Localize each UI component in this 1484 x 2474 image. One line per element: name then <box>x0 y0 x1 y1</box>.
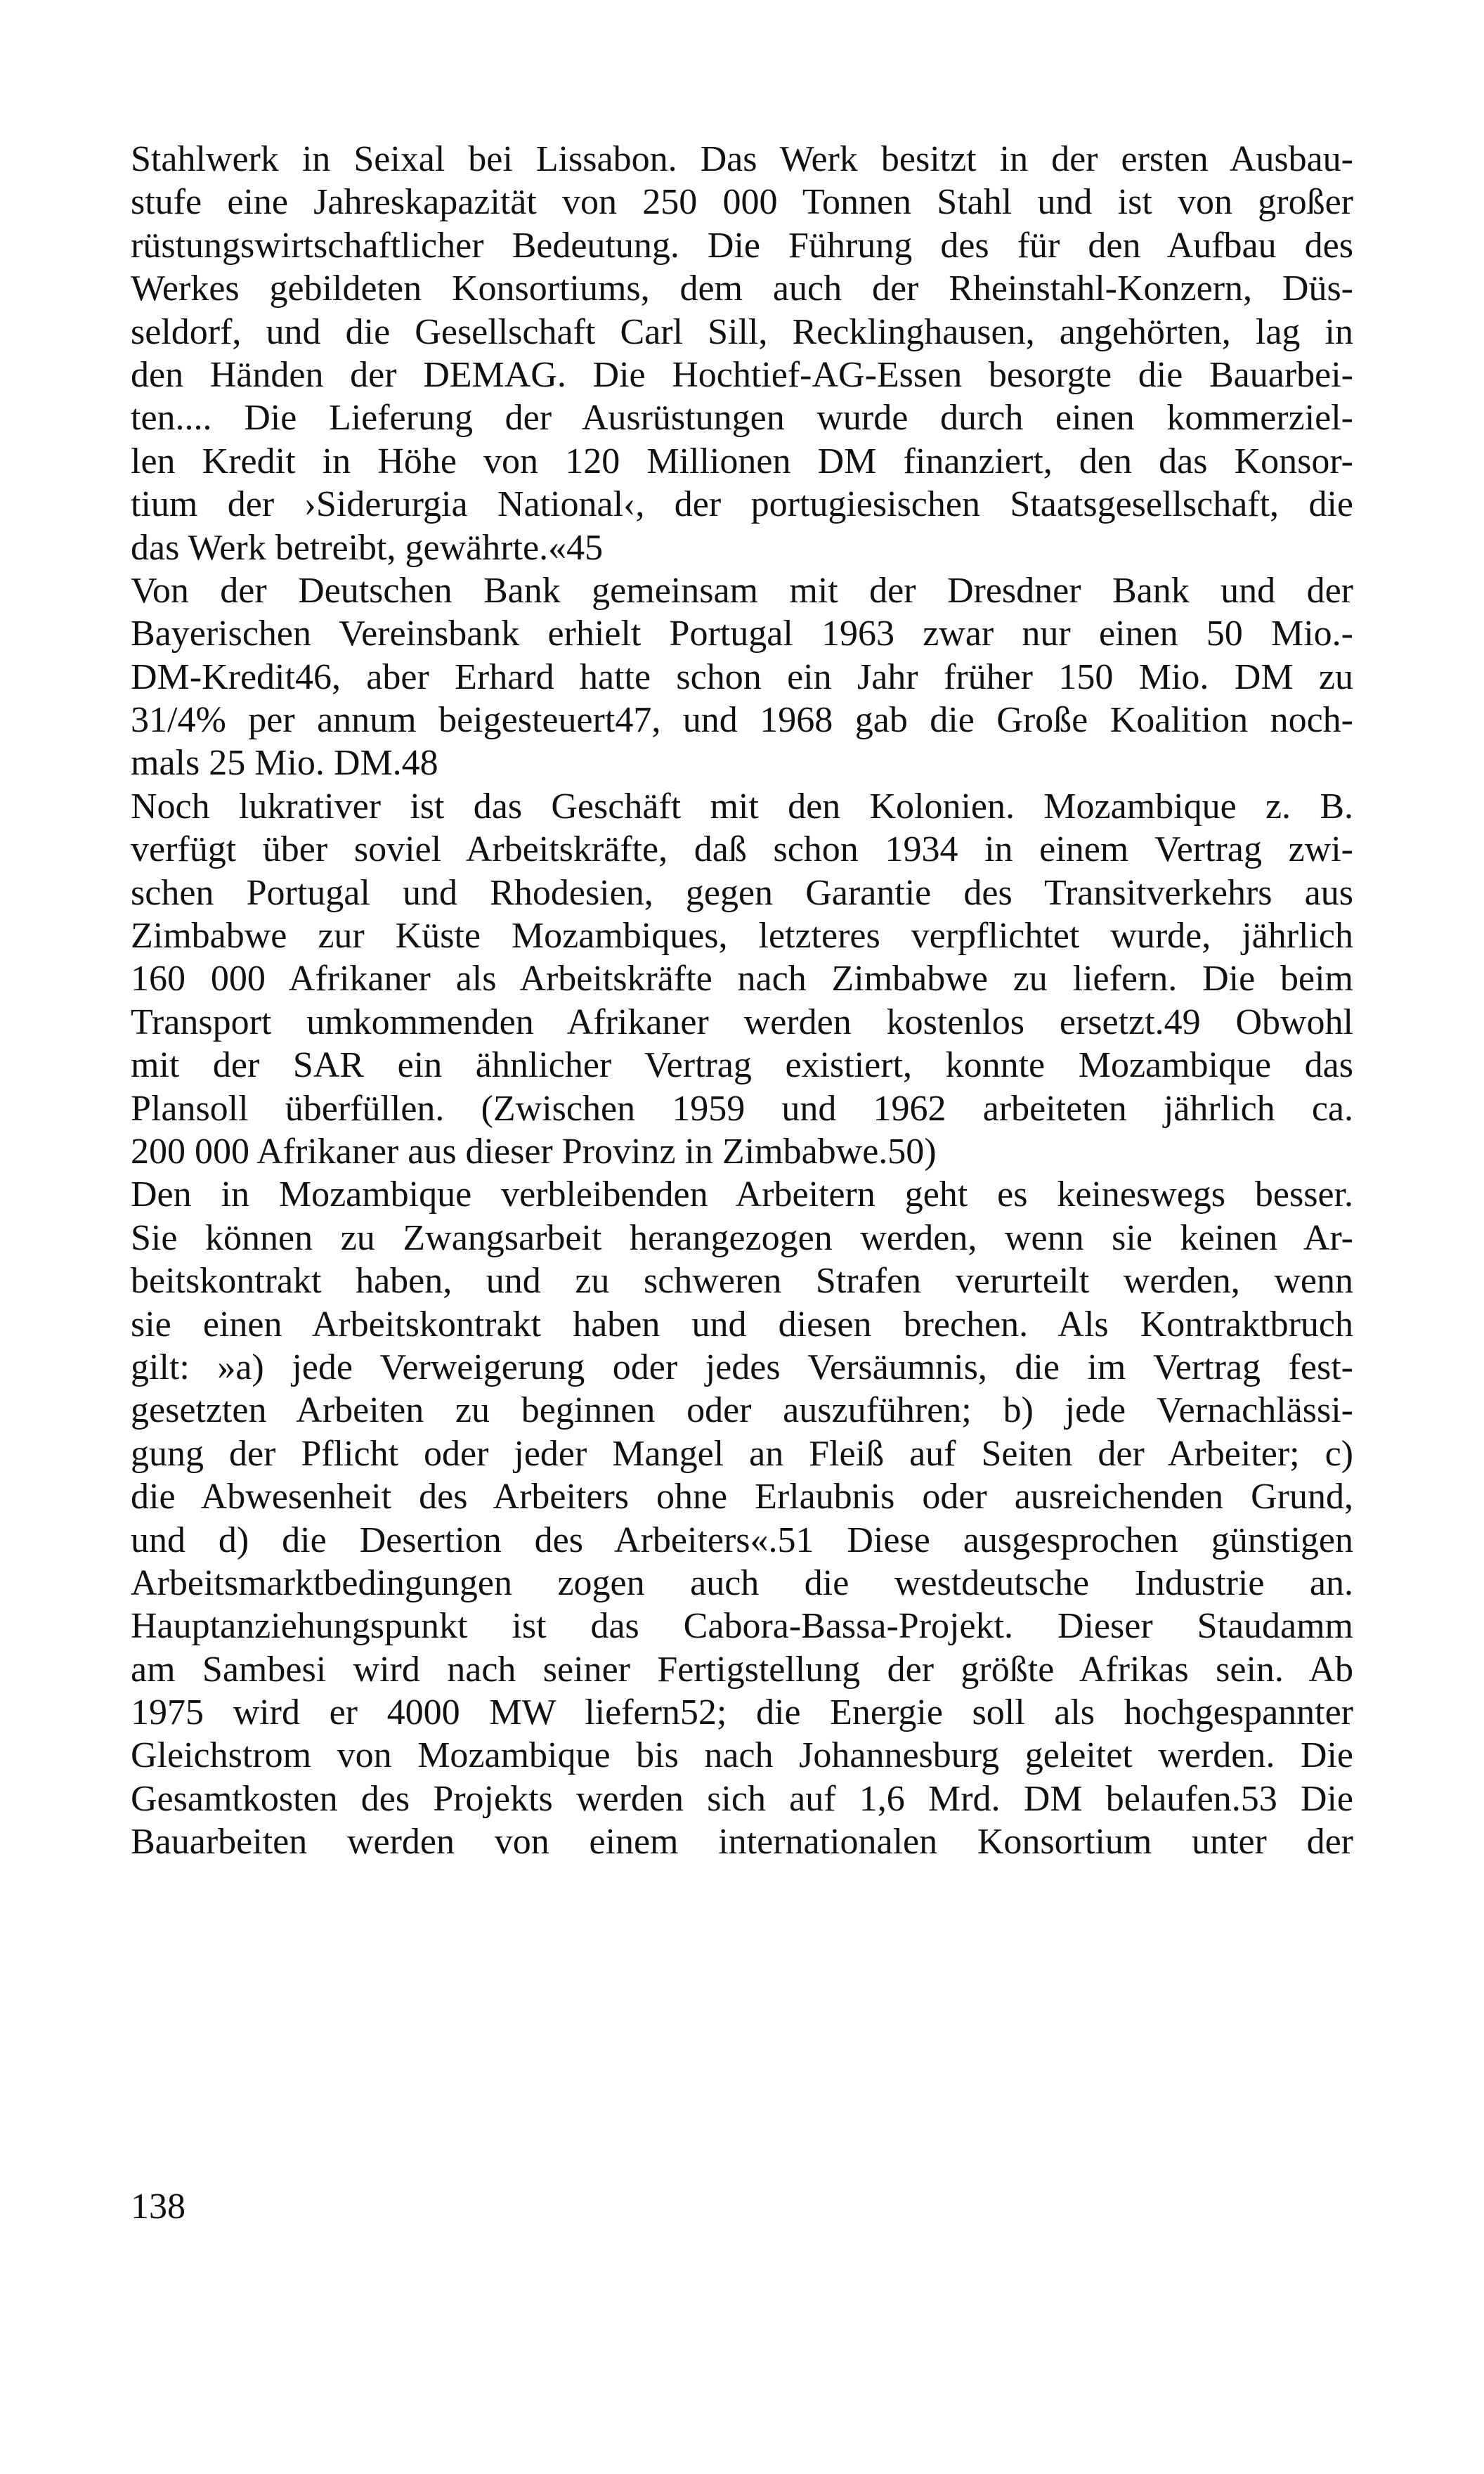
text-line: 1975 wird er 4000 MW liefern52; die Energie soll als hochgespannter <box>131 1692 1353 1733</box>
page-number: 138 <box>131 2187 186 2227</box>
text-line: seldorf, und die Gesellschaft Carl Sill, Recklinghausen, angehörten, lag in <box>131 311 1353 352</box>
text-line: stufe eine Jahreskapazität von 250 000 Tonnen Stahl und ist von großer <box>131 182 1353 223</box>
text-line: und d) die Desertion des Arbeiters«.51 Diese ausgesprochen günstigen <box>131 1520 1353 1560</box>
text-line: am Sambesi wird nach seiner Fertigstellung der größte Afrikas sein. Ab <box>131 1649 1353 1690</box>
text-line: Bauarbeiten werden von einem internationalen Konsortium unter der <box>131 1822 1353 1863</box>
text-line: ten.... Die Lieferung der Ausrüstungen wurde durch einen kommerziel- <box>131 398 1353 439</box>
text-line: beitskontrakt haben, und zu schweren Strafen verurteilt werden, wenn <box>131 1261 1353 1302</box>
text-line: len Kredit in Höhe von 120 Millionen DM finanziert, den das Konsor- <box>131 441 1353 481</box>
text-line: verfügt über soviel Arbeitskräfte, daß schon 1934 in einem Vertrag zwi- <box>131 829 1353 870</box>
text-line: die Abwesenheit des Arbeiters ohne Erlaubnis oder ausreichenden Grund, <box>131 1477 1353 1517</box>
text-line: mit der SAR ein ähnlicher Vertrag existiert, konnte Mozambique das <box>131 1045 1353 1086</box>
text-line: Bayerischen Vereinsbank erhielt Portugal 1963 zwar nur einen 50 Mio.- <box>131 614 1353 654</box>
text-line: das Werk betreibt, gewährte.«45 <box>131 527 604 568</box>
text-line: rüstungswirtschaftlicher Bedeutung. Die Führung des für den Aufbau des <box>131 225 1353 266</box>
text-line: Werkes gebildeten Konsortiums, dem auch der Rheinstahl-Konzern, Düs- <box>131 268 1353 309</box>
text-line: DM-Kredit46, aber Erhard hatte schon ein Jahr früher 150 Mio. DM zu <box>131 656 1353 697</box>
text-line: tium der ›Siderurgia National‹, der portugiesischen Staatsgesellschaft, die <box>131 484 1353 525</box>
text-line: mals 25 Mio. DM.48 <box>131 743 438 784</box>
body-text <box>131 138 1353 1864</box>
text-line: sie einen Arbeitskontrakt haben und diesen brechen. Als Kontraktbruch <box>131 1304 1353 1345</box>
text-line: Noch lukrativer ist das Geschäft mit den Kolonien. Mozambique z. B. <box>131 786 1353 827</box>
text-line: Arbeitsmarktbedingungen zogen auch die westdeutsche Industrie an. <box>131 1562 1353 1603</box>
text-line: Von der Deutschen Bank gemeinsam mit der Dresdner Bank und der <box>131 570 1353 611</box>
text-line: Den in Mozambique verbleibenden Arbeitern geht es keineswegs besser. <box>131 1174 1353 1215</box>
text-line: 200 000 Afrikaner aus dieser Provinz in Zimbabwe.50) <box>131 1131 937 1172</box>
text-line: schen Portugal und Rhodesien, gegen Garantie des Transitverkehrs aus <box>131 872 1353 913</box>
text-line: Plansoll überfüllen. (Zwischen 1959 und 1962 arbeiteten jährlich ca. <box>131 1088 1353 1129</box>
text-line: Zimbabwe zur Küste Mozambiques, letzteres verpflichtet wurde, jährlich <box>131 916 1353 957</box>
text-line: 160 000 Afrikaner als Arbeitskräfte nach Zimbabwe zu liefern. Die beim <box>131 959 1353 999</box>
text-line: Gesamtkosten des Projekts werden sich auf 1,6 Mrd. DM belaufen.53 Die <box>131 1778 1353 1819</box>
text-line: gesetzten Arbeiten zu beginnen oder auszuführen; b) jede Vernachlässi- <box>131 1390 1353 1431</box>
text-line: den Händen der DEMAG. Die Hochtief-AG-Essen besorgte die Bauarbei- <box>131 354 1353 395</box>
text-line: Stahlwerk in Seixal bei Lissabon. Das Werk besitzt in der ersten Ausbau- <box>131 139 1353 179</box>
text-line: Sie können zu Zwangsarbeit herangezogen werden, wenn sie keinen Ar- <box>131 1217 1353 1258</box>
text-line: Transport umkommenden Afrikaner werden kostenlos ersetzt.49 Obwohl <box>131 1002 1353 1042</box>
text-line: gung der Pflicht oder jeder Mangel an Fleiß auf Seiten der Arbeiter; c) <box>131 1433 1353 1474</box>
text-line: Hauptanziehungspunkt ist das Cabora-Bassa-Projekt. Dieser Staudamm <box>131 1606 1353 1647</box>
text-line: gilt: »a) jede Verweigerung oder jedes Versäumnis, die im Vertrag fest- <box>131 1347 1353 1387</box>
text-line: 31/4% per annum beigesteuert47, und 1968 gab die Große Koalition noch- <box>131 700 1353 741</box>
text-line: Gleichstrom von Mozambique bis nach Johannesburg geleitet werden. Die <box>131 1735 1353 1776</box>
